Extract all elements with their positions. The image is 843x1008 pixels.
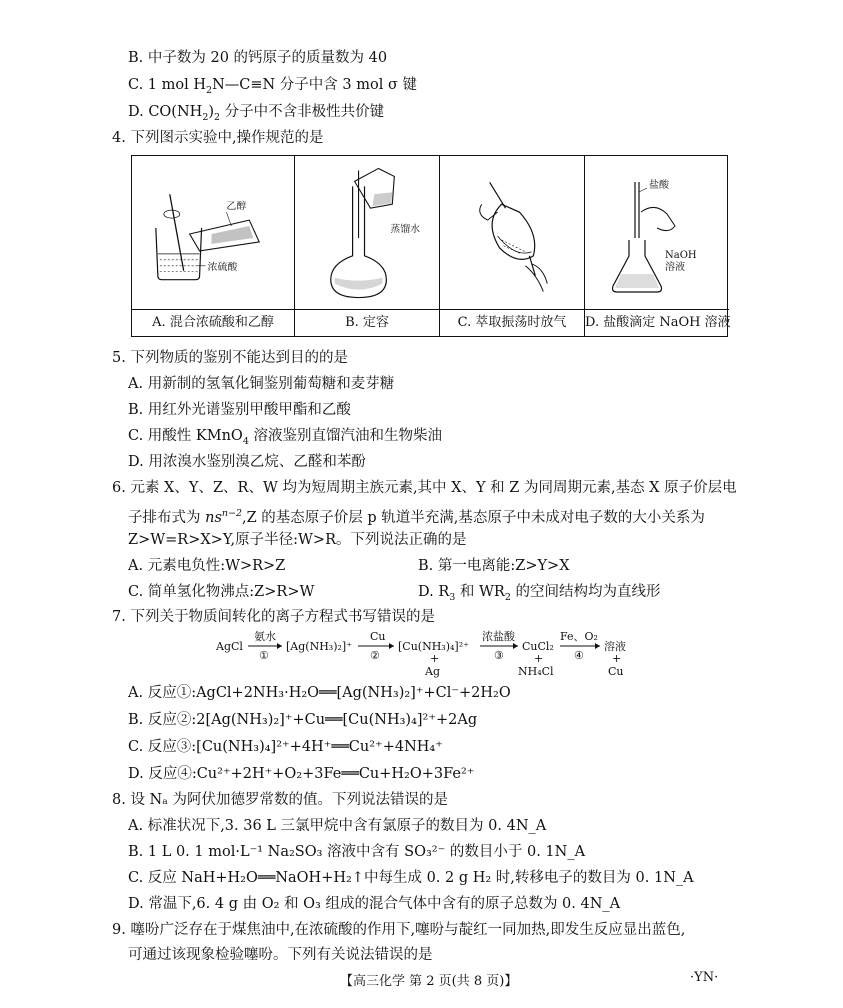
caption-d: D. 盐酸滴定 NaOH 溶液 <box>585 309 729 336</box>
q8-option-a: A. 标准状况下,3. 36 L 三氯甲烷中含有氯原子的数目为 0. 4N_A <box>128 818 547 834</box>
label-ethanol: 乙醇 <box>226 201 247 213</box>
q6-stem-line2 <box>128 504 705 528</box>
scheme-reagent-cu: Cu <box>370 630 386 643</box>
scheme-step-4: ④ <box>574 649 584 662</box>
q6-config-ns: ns <box>205 509 222 526</box>
q5-option-c-text: C. 用酸性 KMnO <box>128 428 243 444</box>
scheme-nh4cl: NH₄Cl <box>518 665 554 678</box>
q7-option-d: D. 反应④:Cu²⁺+2H⁺+O₂+3Fe══Cu+H₂O+3Fe²⁺ <box>128 766 475 782</box>
q8-option-c: C. 反应 NaH+H₂O══NaOH+H₂↑中每生成 0. 2 g H₂ 时,转移电子的数目为 0. 1N_A <box>128 870 694 886</box>
figure-cell-c <box>440 156 585 336</box>
q3-option-c-text2: N—C≡N 分子中含 3 mol σ 键 <box>212 77 417 93</box>
q6-option-b: B. 第一电离能:Z>Y>X <box>418 558 570 574</box>
q7-stem: 7. 下列关于物质间转化的离子方程式书写错误的是 <box>112 609 435 625</box>
q5-option-c <box>128 426 442 452</box>
scheme-step-3: ③ <box>494 649 504 662</box>
q3-option-d-text3: 分子中不含非极性共价键 <box>220 104 385 120</box>
figure-cell-b <box>295 156 440 336</box>
q6-option-c: C. 简单氢化物沸点:Z>R>W <box>128 584 315 600</box>
figure-d-titration <box>585 156 729 311</box>
q6-config-exponent: n−2 <box>221 508 243 519</box>
q4-stem: 4. 下列图示实验中,操作规范的是 <box>112 130 324 146</box>
q5-option-c-text2: 溶液鉴别直馏汽油和生物柴油 <box>248 428 442 444</box>
q3-option-c-sub: 2 <box>206 84 213 96</box>
scheme-cu: Cu <box>608 665 624 678</box>
q5-stem: 5. 下列物质的鉴别不能达到目的的是 <box>112 350 348 366</box>
q6-stem-line2-text2: ,Z 的基态原子价层 p 轨道半充满,基态原子中未成对电子数的大小关系为 <box>242 509 705 526</box>
caption-c: C. 萃取振荡时放气 <box>440 309 584 336</box>
figure-a-mixing-illustration <box>132 156 294 311</box>
caption-b: B. 定容 <box>295 309 439 336</box>
q7-option-c: C. 反应③:[Cu(NH₃)₄]²⁺+4H⁺══Cu²⁺+4NH₄⁺ <box>128 739 443 755</box>
q5-option-b: B. 用红外光谱鉴别甲酸甲酯和乙酸 <box>128 402 351 418</box>
label-naoh: NaOH <box>665 250 697 261</box>
q6-option-d-text2: 和 WR <box>455 584 505 600</box>
scheme-solution: 溶液 <box>604 640 626 653</box>
scheme-step-1: ① <box>259 649 269 662</box>
q3-option-d-sub: 2 <box>202 111 209 123</box>
scheme-cucl2: CuCl₂ <box>522 640 554 653</box>
q6-stem-line2-text: 子排布式为 <box>128 509 206 526</box>
q8-stem: 8. 设 Nₐ 为阿伏加德罗常数的值。下列说法错误的是 <box>112 792 448 808</box>
q6-option-d-sub2: 2 <box>504 591 511 603</box>
caption-a: A. 混合浓硫酸和乙醇 <box>132 309 294 336</box>
scheme-plus-3: + <box>612 652 622 665</box>
q3-option-d-text2: ) <box>208 104 215 120</box>
label-conc-sulfuric-acid: 浓硫酸 <box>207 261 238 273</box>
figure-cell-a <box>132 156 295 336</box>
q3-option-c <box>128 75 417 101</box>
scheme-agcl: AgCl <box>216 640 243 653</box>
q3-option-d-text: D. CO(NH <box>128 104 203 120</box>
q6-option-d-text3: 的空间结构均为直线形 <box>510 584 661 600</box>
q3-option-d <box>128 102 384 128</box>
experiment-figure-table <box>131 155 731 337</box>
figure-b-volumetric-flask <box>295 156 439 311</box>
q3-option-c-text: C. 1 mol H <box>128 77 207 93</box>
q8-option-b: B. 1 L 0. 1 mol·L⁻¹ Na₂SO₃ 溶液中含有 SO₃²⁻ 的数目小于 0. 1N_A <box>128 844 586 860</box>
scheme-cu-complex: [Cu(NH₃)₄]²⁺ <box>398 640 469 653</box>
scheme-ag: Ag <box>425 665 440 678</box>
q6-stem-line1: 6. 元素 X、Y、Z、R、W 均为短周期主族元素,其中 X、Y 和 Z 为同周期元素,基态 X 原子价层电 <box>112 480 737 496</box>
figure-cell-d <box>585 156 729 336</box>
scheme-reagent-ammonia: 氨水 <box>254 630 276 643</box>
page-footer: 【高三化学 第 2 页(共 8 页)】 <box>340 974 518 989</box>
q5-option-d: D. 用浓溴水鉴别溴乙烷、乙醛和苯酚 <box>128 454 366 470</box>
label-solution: 溶液 <box>665 262 685 273</box>
q6-option-d <box>418 582 661 608</box>
q9-stem-line1: 9. 噻吩广泛存在于煤焦油中,在浓硫酸的作用下,噻吩与靛红一同加热,即发生反应显出蓝色, <box>112 922 686 938</box>
q7-option-b: B. 反应②:2[Ag(NH₃)₂]⁺+Cu══[Cu(NH₃)₄]²⁺+2Ag <box>128 712 478 728</box>
q7-option-a: A. 反应①:AgCl+2NH₃·H₂O══[Ag(NH₃)₂]⁺+Cl⁻+2H₂O <box>128 685 511 701</box>
label-distilled-water: 蒸馏水 <box>390 224 421 236</box>
scheme-reagent-hcl: 浓盐酸 <box>482 630 515 643</box>
q3-option-b: B. 中子数为 20 的钙原子的质量数为 40 <box>128 50 388 66</box>
q6-option-d-sub: 3 <box>449 591 456 603</box>
scheme-plus-2: + <box>534 652 544 665</box>
q6-stem-line3: Z>W=R>X>Y,原子半径:W>R。下列说法正确的是 <box>128 532 467 548</box>
figure-c-separatory-funnel <box>440 156 584 311</box>
scheme-step-2: ② <box>370 649 380 662</box>
scheme-reagent-fe-o2: Fe、O₂ <box>560 630 598 643</box>
footer-code: ·YN· <box>690 970 719 985</box>
label-hydrochloric-acid: 盐酸 <box>649 180 669 191</box>
q6-option-a: A. 元素电负性:W>R>Z <box>128 558 286 574</box>
q5-option-a: A. 用新制的氢氧化铜鉴别葡萄糖和麦芽糖 <box>128 376 395 392</box>
q5-option-c-sub: 4 <box>242 435 249 447</box>
q6-option-d-text: D. R <box>418 584 450 600</box>
q7-conversion-scheme <box>212 628 642 680</box>
scheme-ag-complex: [Ag(NH₃)₂]⁺ <box>286 640 352 653</box>
scheme-plus-1: + <box>430 652 440 665</box>
q3-option-d-sub2: 2 <box>214 111 221 123</box>
q8-option-d: D. 常温下,6. 4 g 由 O₂ 和 O₃ 组成的混合气体中含有的原子总数为 0. 4N_A <box>128 896 621 912</box>
q9-stem-line2: 可通过该现象检验噻吩。下列有关说法错误的是 <box>128 947 433 963</box>
